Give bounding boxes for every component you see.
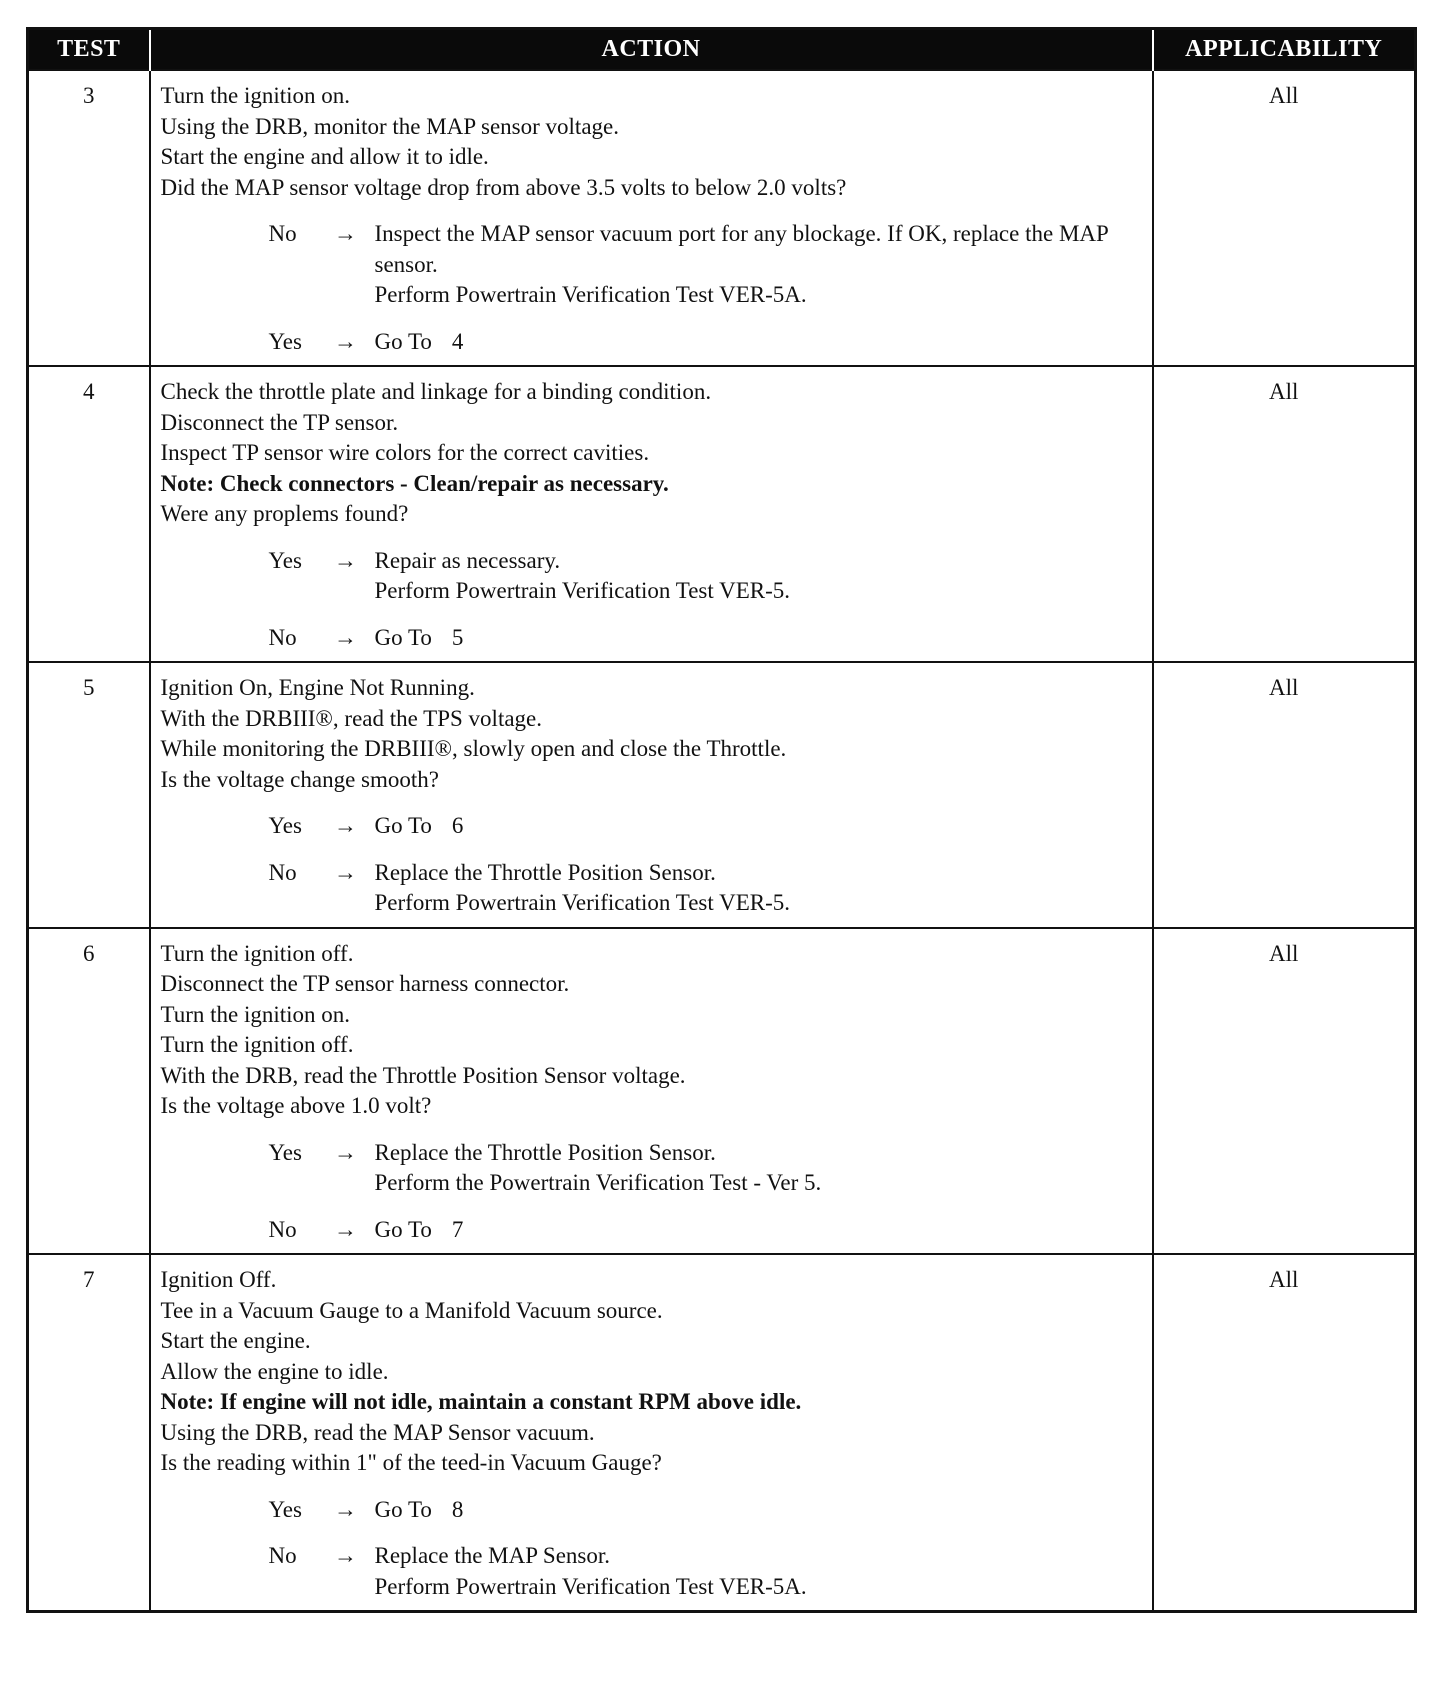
applicability-value: All	[1153, 1254, 1416, 1612]
action-cell	[150, 928, 1153, 1255]
action-cell	[150, 662, 1153, 928]
outcome-line: Perform Powertrain Verification Test VER-5.	[374, 890, 791, 915]
action-step: Allow the engine to idle.	[160, 1358, 389, 1384]
action-step: With the DRBIII®, read the TPS voltage.	[160, 705, 542, 731]
arrow-right-icon: →	[334, 624, 357, 650]
outcome-line: Repair as necessary.	[374, 547, 561, 573]
test-number: 5	[28, 662, 150, 928]
action-step: Turn the ignition on.	[160, 83, 351, 108]
arrow-right-icon: →	[334, 547, 357, 573]
outcome-line: Perform the Powertrain Verification Test - Ver 5.	[374, 1170, 822, 1195]
outcome-label: Yes	[268, 1139, 302, 1165]
goto-label: Go To	[374, 624, 432, 650]
outcome-yes	[269, 1495, 1144, 1526]
action-step: Is the voltage change smooth?	[160, 766, 439, 792]
table-row	[28, 366, 1416, 662]
arrow-right-icon: →	[334, 1139, 357, 1165]
table-row	[28, 928, 1416, 1255]
arrow-right-icon: →	[334, 859, 357, 885]
header-applicability: APPLICABILITY	[1153, 29, 1416, 71]
outcome-no	[269, 1541, 1144, 1602]
arrow-right-icon: →	[334, 1543, 357, 1568]
test-number: 4	[28, 366, 150, 662]
arrow-right-icon: →	[334, 328, 357, 354]
outcome-line: Replace the MAP Sensor.	[374, 1543, 611, 1568]
action-step: Turn the ignition off.	[160, 940, 354, 966]
outcome-text	[375, 327, 1144, 358]
arrow-right-icon: →	[334, 813, 357, 838]
outcome-label: No	[268, 1216, 297, 1242]
goto-target: 8	[451, 1496, 464, 1522]
test-number: 7	[28, 1254, 150, 1612]
action-step: Is the voltage above 1.0 volt?	[160, 1093, 432, 1118]
outcome-text	[375, 1541, 1144, 1602]
action-step: Ignition Off.	[160, 1267, 277, 1292]
table-row	[28, 70, 1416, 366]
action-step: While monitoring the DRBIII®, slowly open and close the Throttle.	[160, 736, 787, 761]
test-number: 3	[28, 70, 150, 366]
applicability-value: All	[1153, 70, 1416, 366]
outcome-label: Yes	[268, 813, 302, 838]
outcome-no	[269, 623, 1144, 654]
table-row	[28, 662, 1416, 928]
action-step: With the DRB, read the Throttle Position Sensor voltage.	[160, 1062, 686, 1088]
outcome-text	[375, 219, 1144, 311]
arrow-right-icon: →	[334, 221, 357, 246]
action-step: Disconnect the TP sensor.	[160, 409, 399, 435]
goto-label: Go To	[374, 1216, 432, 1242]
goto-label: Go To	[374, 1496, 432, 1522]
action-step: Start the engine and allow it to idle.	[160, 144, 489, 169]
action-step: Disconnect the TP sensor harness connector.	[160, 971, 570, 996]
header-action: ACTION	[150, 29, 1153, 71]
outcome-label: No	[268, 624, 297, 650]
action-cell	[150, 70, 1153, 366]
goto-target: 6	[451, 813, 464, 838]
outcome-line: Replace the Throttle Position Sensor.	[374, 1139, 716, 1165]
action-step: Check the throttle plate and linkage for a binding condition.	[160, 379, 712, 404]
applicability-value: All	[1153, 928, 1416, 1255]
action-step: Did the MAP sensor voltage drop from above 3.5 volts to below 2.0 volts?	[160, 174, 847, 200]
outcome-line: Perform Powertrain Verification Test VER-5A.	[374, 1573, 807, 1599]
outcome-text	[375, 623, 1144, 654]
action-step: Using the DRB, read the MAP Sensor vacuum.	[160, 1419, 595, 1445]
action-step: Start the engine.	[160, 1328, 311, 1353]
action-step: Ignition On, Engine Not Running.	[160, 675, 475, 700]
outcome-line: Inspect the MAP sensor vacuum port for any blockage. If OK, replace the MAP sensor.	[374, 221, 1108, 277]
goto-target: 4	[451, 328, 464, 354]
action-step: Were any proplems found?	[160, 501, 409, 526]
action-step: Tee in a Vacuum Gauge to a Manifold Vacuum source.	[160, 1297, 663, 1323]
outcome-no	[269, 1215, 1144, 1246]
action-step: Turn the ignition off.	[160, 1032, 354, 1057]
header-test: TEST	[28, 29, 150, 71]
outcome-text	[375, 858, 1144, 919]
outcome-label: Yes	[268, 328, 302, 354]
outcome-line: Perform Powertrain Verification Test VER-5.	[374, 578, 791, 603]
action-note: Note: If engine will not idle, maintain a constant RPM above idle.	[160, 1389, 802, 1414]
outcome-no	[269, 858, 1144, 919]
goto-target: 7	[451, 1216, 464, 1242]
outcome-text	[375, 1495, 1144, 1526]
table-row	[28, 1254, 1416, 1612]
goto-label: Go To	[374, 813, 432, 838]
outcome-yes	[269, 546, 1144, 607]
outcome-label: No	[268, 221, 297, 246]
outcome-text	[375, 546, 1144, 607]
action-step: Turn the ignition on.	[160, 1001, 351, 1027]
outcome-text	[375, 1215, 1144, 1246]
outcome-label: No	[268, 1543, 297, 1568]
action-step: Using the DRB, monitor the MAP sensor voltage.	[160, 113, 619, 139]
arrow-right-icon: →	[334, 1216, 357, 1242]
diagnostic-test-table	[26, 27, 1417, 1613]
outcome-line: Replace the Throttle Position Sensor.	[374, 859, 716, 885]
action-step: Is the reading within 1" of the teed-in Vacuum Gauge?	[160, 1450, 662, 1475]
action-cell	[150, 1254, 1153, 1612]
action-step: Inspect TP sensor wire colors for the correct cavities.	[160, 440, 650, 465]
goto-target: 5	[451, 624, 464, 650]
table-body	[28, 70, 1416, 1612]
outcome-yes	[269, 811, 1144, 842]
action-note: Note: Check connectors - Clean/repair as necessary.	[160, 470, 669, 496]
outcome-label: No	[268, 859, 297, 885]
outcome-yes	[269, 1138, 1144, 1199]
outcome-no	[269, 219, 1144, 311]
outcome-yes	[269, 327, 1144, 358]
outcome-text	[375, 1138, 1144, 1199]
arrow-right-icon: →	[334, 1496, 357, 1522]
test-number: 6	[28, 928, 150, 1255]
outcome-label: Yes	[268, 1496, 302, 1522]
applicability-value: All	[1153, 662, 1416, 928]
action-cell	[150, 366, 1153, 662]
goto-label: Go To	[374, 328, 432, 354]
table-header-row	[28, 29, 1416, 71]
outcome-label: Yes	[268, 547, 302, 573]
outcome-line: Perform Powertrain Verification Test VER-5A.	[374, 282, 807, 307]
applicability-value: All	[1153, 366, 1416, 662]
outcome-text	[375, 811, 1144, 842]
